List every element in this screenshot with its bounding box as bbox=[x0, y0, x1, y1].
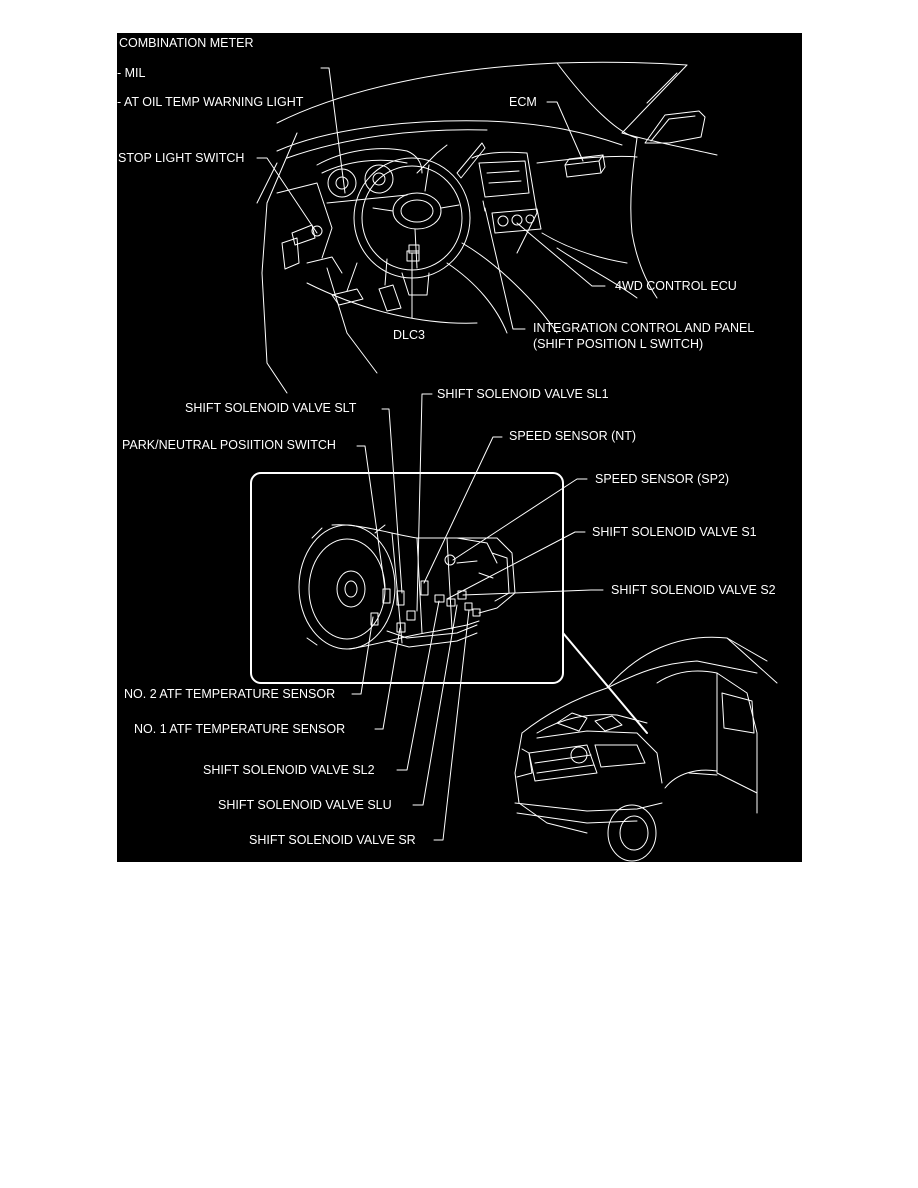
label-shift-solenoid-valve-s1: SHIFT SOLENOID VALVE S1 bbox=[592, 525, 757, 539]
label-stop-light-switch: STOP LIGHT SWITCH bbox=[118, 151, 245, 165]
label-at-oil-temp-warning-light: - AT OIL TEMP WARNING LIGHT bbox=[117, 95, 304, 109]
label-combination-meter: COMBINATION METER bbox=[119, 36, 254, 50]
transmission-callout-frame bbox=[251, 473, 563, 683]
label-shift-solenoid-valve-sl1: SHIFT SOLENOID VALVE SL1 bbox=[437, 387, 609, 401]
label-shift-solenoid-valve-slu: SHIFT SOLENOID VALVE SLU bbox=[218, 798, 392, 812]
label-shift-solenoid-valve-sl2: SHIFT SOLENOID VALVE SL2 bbox=[203, 763, 375, 777]
label-shift-solenoid-valve-slt: SHIFT SOLENOID VALVE SLT bbox=[185, 401, 357, 415]
component-location-diagram bbox=[117, 33, 802, 862]
label-no2-atf-temperature-sensor: NO. 2 ATF TEMPERATURE SENSOR bbox=[124, 687, 336, 701]
vehicle-illustration bbox=[515, 637, 777, 861]
label-no1-atf-temperature-sensor: NO. 1 ATF TEMPERATURE SENSOR bbox=[134, 722, 346, 736]
label-ecm: ECM bbox=[509, 95, 537, 109]
label-dlc3: DLC3 bbox=[393, 328, 425, 342]
label-park-neutral-position-switch: PARK/NEUTRAL POSIITION SWITCH bbox=[122, 438, 336, 452]
label-speed-sensor-sp2: SPEED SENSOR (SP2) bbox=[595, 472, 730, 486]
label-4wd-control-ecu: 4WD CONTROL ECU bbox=[615, 279, 737, 293]
label-shift-solenoid-valve-s2: SHIFT SOLENOID VALVE S2 bbox=[611, 583, 776, 597]
label-shift-solenoid-valve-sr: SHIFT SOLENOID VALVE SR bbox=[249, 833, 416, 847]
label-speed-sensor-nt: SPEED SENSOR (NT) bbox=[509, 429, 637, 443]
label-integration-control-line2: (SHIFT POSITION L SWITCH) bbox=[533, 337, 704, 351]
transmission-illustration bbox=[299, 525, 515, 649]
label-integration-control-line1: INTEGRATION CONTROL AND PANEL bbox=[533, 321, 755, 335]
label-mil: - MIL bbox=[117, 66, 146, 80]
